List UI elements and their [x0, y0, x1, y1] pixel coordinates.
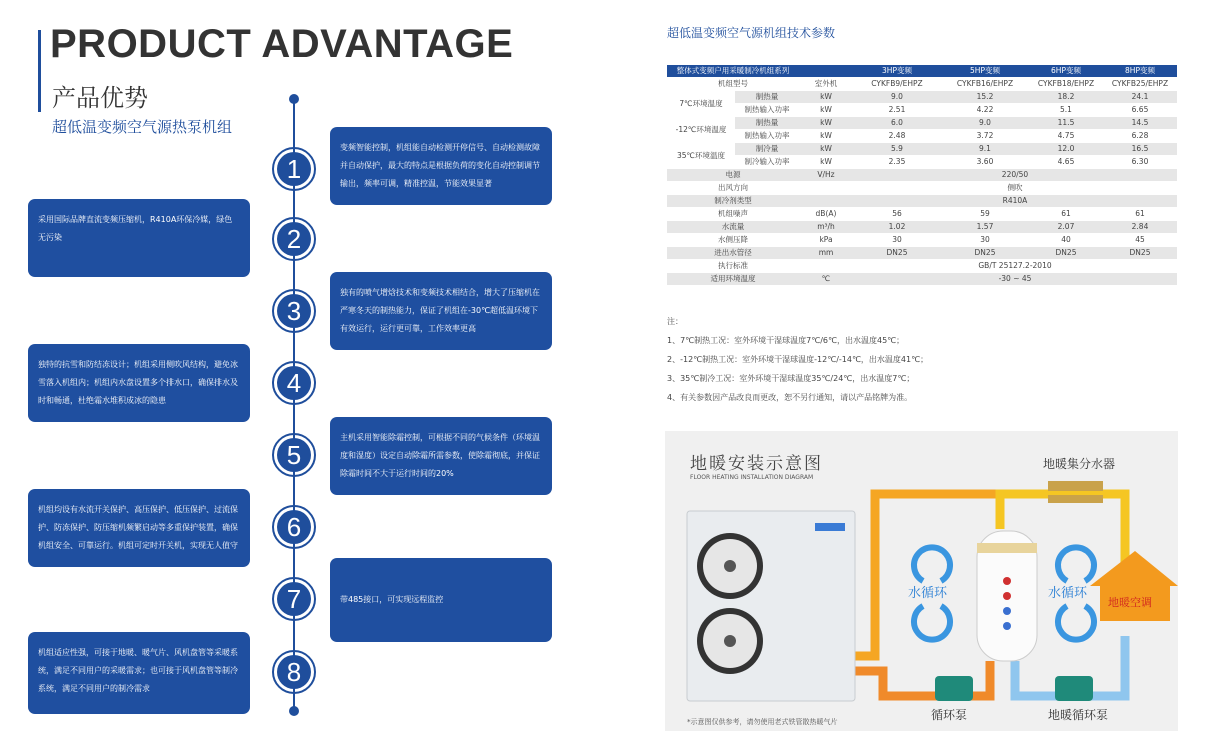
step-number-7: 7: [277, 582, 311, 616]
pump-right-label: 地暖循环泵: [1048, 708, 1109, 722]
notes-section: [667, 312, 928, 407]
table-row: [667, 169, 1177, 182]
table-cell: kPa: [799, 234, 853, 247]
table-cell: ℃: [799, 273, 853, 286]
table-cell: 16.5: [1103, 143, 1177, 156]
installation-diagram: [665, 431, 1178, 731]
floor-pump-icon: [1055, 676, 1093, 701]
table-cell: CYKFB16/EHPZ: [941, 78, 1029, 91]
table-cell: [799, 260, 853, 273]
table-cell: 出风方向: [667, 182, 799, 195]
advantage-card-5: 主机采用智能除霜控制，可根据不同的气候条件（环境温度和湿度）设定自动除霜所需参数，使除霜彻底，并保证除霜时间不大于运行时间的20%: [330, 417, 552, 495]
table-cell: 14.5: [1103, 117, 1177, 130]
step-number-8: 8: [277, 655, 311, 689]
table-row: [667, 117, 1177, 130]
table-cell: 6.28: [1103, 130, 1177, 143]
fan-hub-top: [724, 560, 736, 572]
pump-left-label: 循环泵: [931, 708, 968, 722]
tank-port-3: [1003, 607, 1011, 615]
cycle-arrow-left-icon: [914, 547, 950, 581]
table-row: [667, 130, 1177, 143]
table-cell: 5.1: [1029, 104, 1103, 117]
table-cell: 2.48: [853, 130, 941, 143]
table-cell: 侧吹: [853, 182, 1177, 195]
cycle-arrow-right-icon: [1058, 547, 1094, 581]
note-line: 注：: [667, 317, 683, 326]
table-cell: [799, 182, 853, 195]
table-cell: 水流量: [667, 221, 799, 234]
table-cell: 12.0: [1029, 143, 1103, 156]
table-cell: 室外机: [799, 78, 853, 91]
table-cell: kW: [799, 156, 853, 169]
table-cell: m³/h: [799, 221, 853, 234]
table-cell: 9.1: [941, 143, 1029, 156]
page-title: PRODUCT ADVANTAGE: [50, 22, 514, 66]
table-cell: R410A: [853, 195, 1177, 208]
table-cell: 4.75: [1029, 130, 1103, 143]
advantage-card-8: 机组适应性强，可接于地暖、暖气片、风机盘管等采暖系统，满足不同用户的采暖需求；也可接于风机盘管等制冷系统，满足不同用户的制冷需求: [28, 632, 250, 714]
step-number-5: 5: [277, 438, 311, 472]
table-cell: 30: [853, 234, 941, 247]
table-cell: kW: [799, 91, 853, 104]
header-cell: [799, 65, 853, 78]
table-cell: kW: [799, 104, 853, 117]
table-header: [667, 65, 1177, 78]
note-line: 3、35℃制冷工况：室外环境干湿球温度35℃/24℃，出水温度7℃；: [667, 374, 915, 383]
step-number-3: 3: [277, 294, 311, 328]
table-cell: 30: [941, 234, 1029, 247]
table-cell: 3.72: [941, 130, 1029, 143]
table-cell: 制冷剂类型: [667, 195, 799, 208]
cycle-arrow-right-lower: [1058, 606, 1094, 640]
fan-hub-bottom: [724, 635, 736, 647]
table-cell: 35℃环境温度: [667, 143, 735, 169]
timeline-end-dot: [289, 706, 299, 716]
title-accent-bar: [38, 30, 41, 112]
table-cell: GB/T 25127.2-2010: [853, 260, 1177, 273]
advantage-card-7: 带485接口，可实现远程监控: [330, 558, 552, 642]
table-cell: 5.9: [853, 143, 941, 156]
diagram-title-en: FLOOR HEATING INSTALLATION DIAGRAM: [690, 474, 814, 481]
table-cell: CYKFB25/EHPZ: [1103, 78, 1177, 91]
table-cell: 6.0: [853, 117, 941, 130]
table-cell: 6.65: [1103, 104, 1177, 117]
diagram-title: 地暖安装示意图: [690, 454, 823, 474]
table-row: [667, 182, 1177, 195]
table-row: [667, 234, 1177, 247]
table-cell: kW: [799, 117, 853, 130]
note-line: 2、-12℃制热工况：室外环境干湿球温度-12℃/-14℃，出水温度41℃；: [667, 355, 929, 364]
table-cell: DN25: [1103, 247, 1177, 260]
step-number-6: 6: [277, 510, 311, 544]
table-cell: 15.2: [941, 91, 1029, 104]
table-row: [667, 195, 1177, 208]
table-cell: 56: [853, 208, 941, 221]
manifold-label: 地暖集分水器: [1043, 457, 1116, 471]
table-cell: 220/50: [853, 169, 1177, 182]
table-row: [667, 208, 1177, 221]
table-cell: 9.0: [853, 91, 941, 104]
table-cell: CYKFB18/EHPZ: [1029, 78, 1103, 91]
table-cell: DN25: [941, 247, 1029, 260]
note-line: 1、7℃制热工况：室外环境干湿球温度7℃/6℃，出水温度45℃；: [667, 336, 905, 345]
table-row: [667, 104, 1177, 117]
manifold-icon: [1048, 481, 1103, 491]
timeline-start-dot: [289, 94, 299, 104]
header-cell: 整体式变频户用采暖制冷机组系列: [667, 65, 799, 78]
table-cell: 3.60: [941, 156, 1029, 169]
table-cell: 4.65: [1029, 156, 1103, 169]
table-cell: 水侧压降: [667, 234, 799, 247]
table-cell: 适用环境温度: [667, 273, 799, 286]
table-cell: 6.30: [1103, 156, 1177, 169]
table-cell: 7℃环境温度: [667, 91, 735, 117]
table-cell: 4.22: [941, 104, 1029, 117]
table-cell: kW: [799, 143, 853, 156]
table-cell: 制冷量: [735, 143, 799, 156]
unit-logo: [815, 523, 845, 531]
table-cell: 2.84: [1103, 221, 1177, 234]
cycle-arrow-left-lower: [914, 606, 950, 640]
table-cell: 制热输入功率: [735, 130, 799, 143]
spec-table: [667, 65, 1177, 285]
manifold-lower-bar: [1048, 495, 1103, 503]
table-cell: kW: [799, 130, 853, 143]
product-name: 超低温变频空气源热泵机组: [52, 118, 233, 136]
table-cell: 40: [1029, 234, 1103, 247]
spec-table-title: 超低温变频空气源机组技术参数: [667, 26, 836, 40]
table-cell: 2.51: [853, 104, 941, 117]
tank-port-4: [1003, 622, 1011, 630]
page-subtitle: 产品优势: [52, 84, 148, 112]
table-row: [667, 247, 1177, 260]
note-line: 4、有关参数因产品改良而更改，恕不另行通知，请以产品铭牌为准。: [667, 393, 913, 402]
table-cell: dB(A): [799, 208, 853, 221]
diagram-footnote: *示意图仅供参考，请勿使用老式铁管散热暖气片: [687, 718, 838, 726]
cycle-label-right: 水循环: [1048, 586, 1088, 601]
header-cell: 6HP变频: [1029, 65, 1103, 78]
table-cell: 机组型号: [667, 78, 799, 91]
table-cell: -12℃环境温度: [667, 117, 735, 143]
cycle-label-left: 水循环: [908, 586, 948, 601]
advantage-card-1: 变频智能控制，机组能自动检测开停信号、自动检测故障并自动保护，最大的特点是根据负荷的变化自动控制调节输出，频率可调，精准控温，节能效果显著: [330, 127, 552, 205]
table-cell: 制热量: [735, 117, 799, 130]
table-cell: -30 ~ 45: [853, 273, 1177, 286]
table-row: [667, 91, 1177, 104]
table-cell: 61: [1103, 208, 1177, 221]
tank-port-1: [1003, 577, 1011, 585]
table-cell: CYKFB9/EHPZ: [853, 78, 941, 91]
advantage-card-4: 独特的抗雪和防结冻设计；机组采用侧吹风结构，避免冰雪落入机组内；机组内水盘设置多个排水口，确保排水及时和畅通，杜绝霜水堆积成冰的隐患: [28, 344, 250, 422]
table-cell: 制热量: [735, 91, 799, 104]
table-cell: 2.07: [1029, 221, 1103, 234]
step-number-1: 1: [277, 152, 311, 186]
advantage-card-2: 采用国际品牌直流变频压缩机，R410A环保冷媒，绿色无污染: [28, 199, 250, 277]
table-cell: DN25: [1029, 247, 1103, 260]
table-cell: 制热输入功率: [735, 104, 799, 117]
table-row: [667, 273, 1177, 286]
advantage-card-3: 独有的喷气增焓技术和变频技术相结合，增大了压缩机在严寒冬天的制热能力，保证了机组在-30℃超低温环境下有效运行，运行更可靠，工作效率更高: [330, 272, 552, 350]
table-cell: 制冷输入功率: [735, 156, 799, 169]
step-number-4: 4: [277, 366, 311, 400]
table-cell: 电源: [667, 169, 799, 182]
table-cell: 24.1: [1103, 91, 1177, 104]
house-icon: [1090, 551, 1178, 621]
circulation-pump-icon: [935, 676, 973, 701]
step-number-2: 2: [277, 222, 311, 256]
table-cell: 59: [941, 208, 1029, 221]
table-row: [667, 156, 1177, 169]
header-cell: 5HP变频: [941, 65, 1029, 78]
table-cell: 执行标准: [667, 260, 799, 273]
table-row: [667, 260, 1177, 273]
table-cell: 61: [1029, 208, 1103, 221]
table-cell: 1.57: [941, 221, 1029, 234]
table-cell: 1.02: [853, 221, 941, 234]
table-row: [667, 221, 1177, 234]
table-cell: [799, 195, 853, 208]
table-cell: V/Hz: [799, 169, 853, 182]
table-cell: 18.2: [1029, 91, 1103, 104]
table-cell: 机组噪声: [667, 208, 799, 221]
table-cell: mm: [799, 247, 853, 260]
tank-band: [977, 543, 1037, 553]
header-cell: 8HP变频: [1103, 65, 1177, 78]
table-row: [667, 143, 1177, 156]
table-row: [667, 78, 1177, 91]
table-cell: DN25: [853, 247, 941, 260]
table-cell: 45: [1103, 234, 1177, 247]
table-cell: 11.5: [1029, 117, 1103, 130]
house-label: 地暖空调: [1108, 596, 1152, 609]
header-cell: 3HP变频: [853, 65, 941, 78]
advantage-card-6: 机组均设有水流开关保护、高压保护、低压保护、过流保护、防冻保护、防压缩机频繁启动等多重保护装置，确保机组安全、可靠运行。机组可定时开关机，实现无人值守: [28, 489, 250, 567]
tank-port-2: [1003, 592, 1011, 600]
table-cell: 2.35: [853, 156, 941, 169]
table-cell: 9.0: [941, 117, 1029, 130]
table-cell: 进出水管径: [667, 247, 799, 260]
